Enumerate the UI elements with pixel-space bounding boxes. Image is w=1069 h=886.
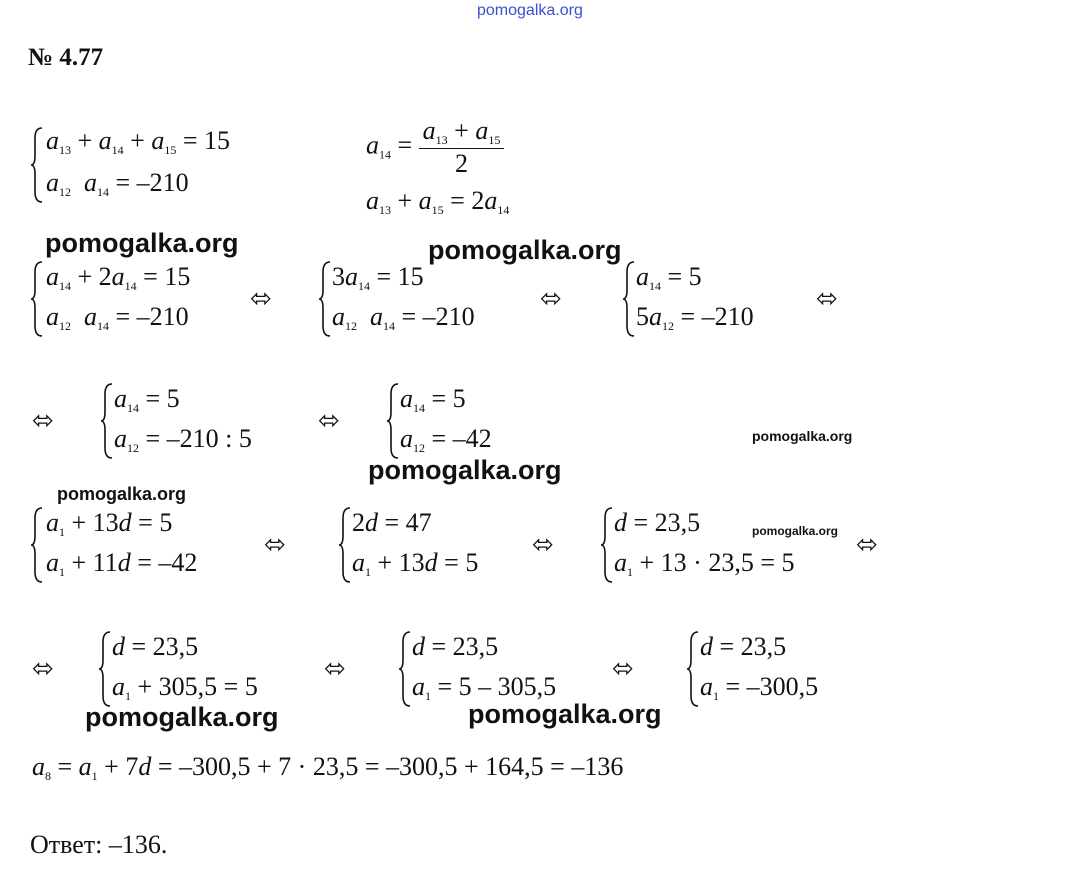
system-5b: d = 23,5 $a_1 = 5 - 305,5$ — [398, 628, 598, 712]
watermark-8: pomogalka.org — [468, 699, 662, 729]
system-3b: $a_{14} = 5$ $a_{12} = -42$ — [386, 380, 546, 464]
equivalence-arrow: ⬄ — [264, 530, 286, 560]
answer: Ответ: –136. — [30, 830, 168, 859]
watermark-2: pomogalka.org — [428, 235, 622, 265]
system-4c: d = 23,5 $a_1 + 13 \cdot 23,5 = 5$ — [600, 504, 840, 588]
equivalence-arrow: ⬄ — [540, 284, 562, 314]
watermark-1: pomogalka.org — [45, 228, 239, 258]
system-5a: d = 23,5 $a_1 + 305,5 = 5$ — [98, 628, 298, 712]
watermark-7: pomogalka.org — [85, 702, 279, 732]
equivalence-arrow: ⬄ — [32, 654, 54, 684]
equivalence-arrow: ⬄ — [324, 654, 346, 684]
system-5c: d = 23,5 $a_1 = -300,5$ — [686, 628, 886, 712]
watermark-top: pomogalka.org — [477, 2, 583, 19]
system-2b: $3a_{14} = 15$ $a_{12}$ $a_{14} = -210$ — [318, 258, 518, 342]
equivalence-arrow: ⬄ — [318, 406, 340, 436]
brace-icon — [30, 126, 44, 204]
equivalence-arrow: ⬄ — [612, 654, 634, 684]
sum-formula: $a_{13} + a_{15} = 2a_{14}$ — [366, 186, 510, 217]
mean-formula: $a_{14}$ = $\frac{a_{13} + a_{15}}{2}$ — [366, 118, 504, 177]
problem-title: № 4.77 — [28, 44, 104, 71]
system-3a: $a_{14} = 5$ $a_{12} = -210$ : 5 — [100, 380, 300, 464]
equivalence-arrow: ⬄ — [32, 406, 54, 436]
watermark-5: pomogalka.org — [57, 484, 187, 504]
watermark-3: pomogalka.org — [752, 428, 853, 444]
watermark-4: pomogalka.org — [368, 455, 562, 485]
system-4b: 2d = 47 $a_1 + 13d = 5$ — [338, 504, 518, 588]
equivalence-arrow: ⬄ — [856, 530, 878, 560]
equivalence-arrow: ⬄ — [816, 284, 838, 314]
system-2a: $a_{14} + 2a_{14} = 15$ $a_{12}$ $a_{14} = -210$ — [30, 258, 230, 342]
system-2c: $a_{14} = 5$ $5a_{12} = -210$ — [622, 258, 802, 342]
watermark-6: pomogalka.org — [752, 524, 839, 538]
system-4a: $a_1 + 13d = 5$ $a_1 + 11d = -42$ — [30, 504, 230, 588]
system-initial: $a_{13} + a_{14} + a_{15} = 15$ $a_{12}$ $a_{14} = -210$ — [30, 122, 290, 206]
equivalence-arrow: ⬄ — [250, 284, 272, 314]
equivalence-arrow: ⬄ — [532, 530, 554, 560]
final-computation: $a_8 = a_1 + 7d = -300,5 + 7 \cdot 23,5 = -300,5 + 164,5 = -136$ — [32, 752, 624, 783]
